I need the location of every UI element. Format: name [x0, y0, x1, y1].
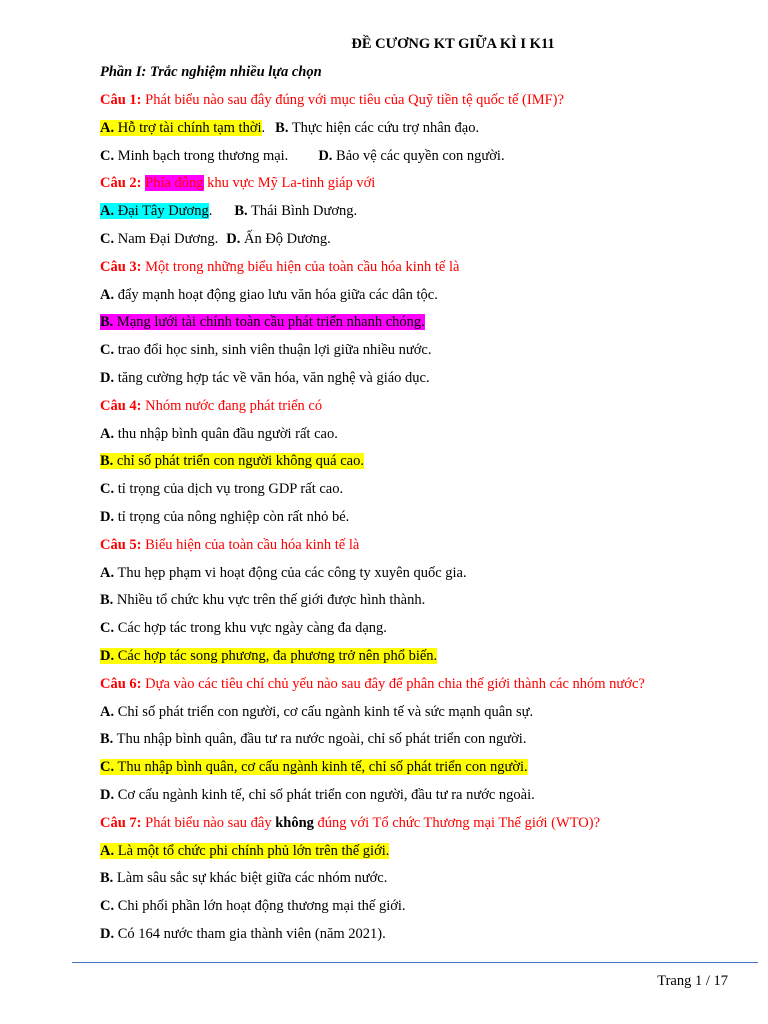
option-c-label: C.: [100, 342, 115, 359]
option-a-label: A.: [100, 119, 115, 136]
question-2: [100, 170, 740, 198]
option-a-text: Hỗ trợ tài chính tạm thời: [117, 119, 262, 136]
option-a-suffix: .: [208, 203, 213, 220]
option-row: [100, 504, 740, 532]
question-label: Câu 4:: [100, 397, 142, 414]
option-row: [100, 448, 740, 476]
option-b-label: B.: [100, 731, 114, 748]
page-number: Trang 1 / 17: [657, 973, 728, 989]
question-5: [100, 532, 740, 560]
option-row: [100, 893, 740, 921]
option-b-label: B.: [100, 870, 114, 887]
question-text: Một trong những biểu hiện của toàn cầu hóa kinh tế là: [145, 258, 460, 275]
option-row: [100, 699, 740, 727]
question-highlight: Phía đông: [145, 175, 204, 192]
correct-answer-highlight: [100, 759, 528, 775]
option-c-text: Thu nhập bình quân, cơ cấu ngành kinh tế, chỉ số phát triển con người.: [117, 759, 528, 776]
option-a-label: A.: [100, 842, 115, 859]
option-row: [100, 421, 740, 449]
option-d-text: Bảo vệ các quyền con người.: [336, 147, 505, 164]
correct-answer-highlight: [100, 120, 262, 136]
option-a-text: đẩy mạnh hoạt động giao lưu văn hóa giữa các dân tộc.: [117, 286, 438, 303]
question-label: Câu 7:: [100, 814, 142, 831]
option-d-text: Các hợp tác song phương, đa phương trở nên phổ biến.: [117, 647, 438, 664]
option-c-label: C.: [100, 898, 115, 915]
question-4: [100, 393, 740, 421]
option-row: [100, 865, 740, 893]
option-a-suffix: .: [261, 119, 266, 136]
option-row: [100, 643, 740, 671]
correct-answer-highlight: [100, 648, 437, 664]
option-row: [100, 282, 740, 310]
option-row: [100, 337, 740, 365]
question-label: Câu 2:: [100, 175, 142, 192]
question-list: [100, 87, 740, 949]
option-row: [100, 365, 740, 393]
option-row: [100, 476, 740, 504]
option-c-text: Minh bạch trong thương mại.: [117, 147, 289, 164]
question-text: Dựa vào các tiêu chí chủ yếu nào sau đây để phân chia thế giới thành các nhóm nước?: [145, 675, 645, 692]
option-a-label: A.: [100, 203, 115, 220]
option-row: [100, 921, 740, 949]
option-a-text: Là một tổ chức phi chính phủ lớn trên thế giới.: [117, 842, 390, 859]
option-d-label: D.: [100, 786, 115, 803]
option-d-label: D.: [226, 230, 241, 247]
question-text: đúng với Tổ chức Thương mại Thế giới (WTO)?: [317, 814, 601, 831]
correct-answer-highlight: [100, 843, 389, 859]
question-text: Biểu hiện của toàn cầu hóa kinh tế là: [145, 536, 360, 553]
option-c-text: trao đổi học sinh, sinh viên thuận lợi giữa nhiều nước.: [117, 342, 432, 359]
option-row: [100, 726, 740, 754]
option-a-text: Thu hẹp phạm vi hoạt động của các công ty xuyên quốc gia.: [117, 564, 467, 581]
option-c-label: C.: [100, 481, 115, 498]
question-label: Câu 5:: [100, 536, 142, 553]
question-label: Câu 1:: [100, 92, 142, 108]
correct-answer-highlight: [100, 453, 364, 469]
question-label: Câu 3:: [100, 258, 142, 275]
option-a-label: A.: [100, 425, 115, 442]
document-title: ĐỀ CƯƠNG KT GIỮA KÌ I K11: [351, 36, 555, 52]
option-a-text: thu nhập bình quân đầu người rất cao.: [117, 425, 338, 442]
correct-answer-highlight: [100, 203, 209, 219]
option-b-label: B.: [275, 119, 289, 136]
option-row: [100, 226, 740, 254]
question-text: Phát biểu nào sau đây đúng với mục tiêu của Quỹ tiền tệ quốc tế (IMF)?: [145, 92, 564, 108]
option-d-text: Ấn Độ Dương.: [243, 230, 331, 247]
option-c-label: C.: [100, 759, 115, 776]
option-a-label: A.: [100, 703, 115, 720]
option-b-text: Nhiều tổ chức khu vực trên thế giới được hình thành.: [116, 592, 426, 609]
option-b-text: Mạng lưới tài chính toàn cầu phát triển nhanh chóng.: [116, 314, 425, 331]
option-c-label: C.: [100, 147, 115, 164]
option-b-label: B.: [100, 453, 114, 470]
question-7: [100, 810, 740, 838]
option-row: [100, 838, 740, 866]
option-d-label: D.: [100, 647, 115, 664]
question-emphasis: không: [275, 814, 314, 831]
option-b-text: Thái Bình Dương.: [251, 203, 358, 220]
question-label: Câu 6:: [100, 675, 142, 692]
option-d-text: Cơ cấu ngành kinh tế, chỉ số phát triển con người, đầu tư ra nước ngoài.: [117, 786, 535, 803]
option-b-text: Thực hiện các cứu trợ nhân đạo.: [291, 119, 480, 136]
option-a-text: Đại Tây Dương: [117, 203, 209, 220]
option-c-text: Nam Đại Dương.: [117, 230, 219, 247]
option-row: [100, 309, 740, 337]
option-c-label: C.: [100, 620, 115, 637]
option-b-label: B.: [100, 314, 114, 331]
option-a-label: A.: [100, 564, 115, 581]
option-b-label: B.: [100, 592, 114, 609]
option-row: [100, 782, 740, 810]
option-c-text: Chi phối phần lớn hoạt động thương mại thế giới.: [117, 898, 406, 915]
option-a-label: A.: [100, 286, 115, 303]
option-row: [100, 615, 740, 643]
option-row: [100, 560, 740, 588]
option-b-label: B.: [234, 203, 248, 220]
option-row: [100, 198, 740, 226]
option-row: [100, 754, 740, 782]
option-d-label: D.: [100, 369, 115, 386]
option-d-text: Có 164 nước tham gia thành viên (năm 2021).: [117, 925, 386, 942]
question-1: [100, 87, 740, 115]
option-d-label: D.: [100, 508, 115, 525]
question-3: [100, 254, 740, 282]
option-d-text: tăng cường hợp tác về văn hóa, văn nghệ và giáo dục.: [117, 369, 430, 386]
question-text: Nhóm nước đang phát triển có: [145, 397, 323, 414]
option-b-text: Làm sâu sắc sự khác biệt giữa các nhóm nước.: [116, 870, 388, 887]
option-d-label: D.: [100, 925, 115, 942]
option-a-text: Chỉ số phát triển con người, cơ cấu ngành kinh tế và sức mạnh quân sự.: [117, 703, 534, 720]
option-c-label: C.: [100, 230, 115, 247]
option-row: [100, 143, 740, 171]
option-c-text: Các hợp tác trong khu vực ngày càng đa dạng.: [117, 620, 387, 637]
option-d-text: tỉ trọng của nông nghiệp còn rất nhỏ bé.: [117, 508, 350, 525]
correct-answer-highlight: [100, 314, 425, 330]
option-row: [100, 115, 740, 143]
footer-divider: [72, 962, 758, 963]
question-6: [100, 671, 740, 699]
option-c-text: tỉ trọng của dịch vụ trong GDP rất cao.: [117, 481, 344, 498]
section-heading: Phần I: Trắc nghiệm nhiều lựa chọn: [100, 64, 322, 80]
option-b-text: Thu nhập bình quân, đầu tư ra nước ngoài, chỉ số phát triển con người.: [116, 731, 527, 748]
question-text: Phát biểu nào sau đây: [145, 814, 272, 831]
option-row: [100, 587, 740, 615]
option-d-label: D.: [318, 147, 333, 164]
option-b-text: chỉ số phát triển con người không quá cao.: [116, 453, 364, 470]
question-text: khu vực Mỹ La-tinh giáp với: [207, 175, 376, 192]
